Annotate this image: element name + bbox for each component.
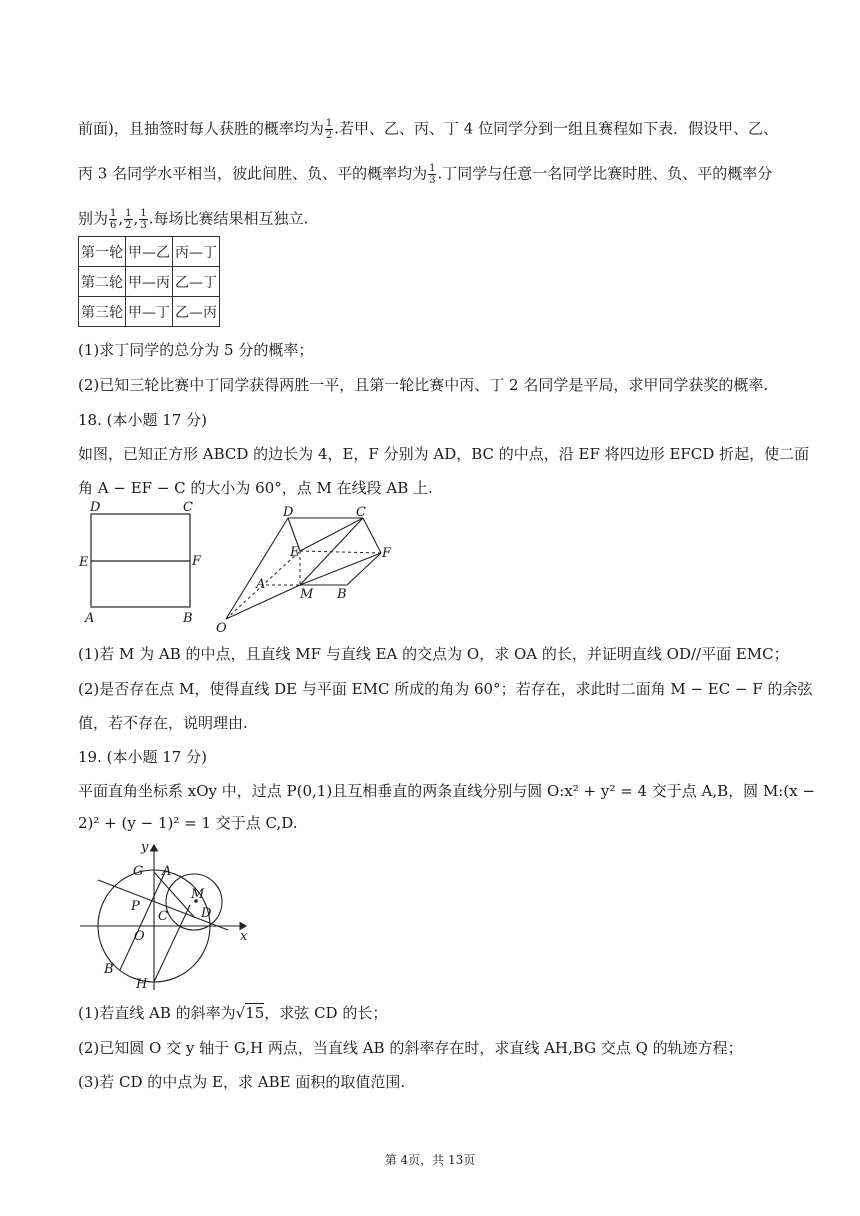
label-P: P <box>131 899 140 914</box>
frac-den: 3 <box>429 175 436 186</box>
label-E: E <box>79 555 89 570</box>
label-D: D <box>90 500 101 515</box>
frac-num: 1 <box>325 118 333 129</box>
page-footer: 第 4页，共 13页 <box>384 1153 476 1167</box>
label-B: B <box>337 587 347 602</box>
label-H: H <box>136 977 148 992</box>
table-cell: 丙—丁 <box>173 237 220 267</box>
label-O: O <box>134 929 145 944</box>
frac-den: 2 <box>125 220 132 231</box>
frac-num: 1 <box>429 163 436 174</box>
label-F: F <box>192 554 202 569</box>
p19-body1: 平面直角坐标系 xOy 中，过点 P(0,1)且互相垂直的两条直线分别与圆 O:x² + y² = 4 交于点 A,B，圆 M:(x − <box>78 782 816 800</box>
label-D: D <box>283 505 294 520</box>
p18-q2b: 值，若不存在，说明理由. <box>78 714 248 732</box>
p18-q1: (1)若 M 为 AB 的中点，且直线 MF 与直线 EA 的交点为 O，求 OA 的长，并证明直线 OD//平面 EMC； <box>78 645 789 663</box>
p19-q1 <box>78 1003 387 1023</box>
p18-body1: 如图，已知正方形 ABCD 的边长为 4，E，F 分别为 AD，BC 的中点，沿 EF 将四边形 EFCD 折起，使二面 <box>78 445 810 463</box>
circle-m <box>166 874 222 930</box>
label-G: G <box>133 864 144 879</box>
label-C: C <box>158 909 168 924</box>
frac-num: 1 <box>110 208 117 219</box>
label-A: A <box>85 611 95 626</box>
text-seg: ，求弦 CD 的长； <box>264 1004 388 1022</box>
text-seg: .丁同学与任意一名同学比赛时胜、负、平的概率分 <box>437 164 773 183</box>
text-seg: .每场比赛结果相互独立. <box>148 209 309 228</box>
text-seg: .若甲、乙、丙、丁 4 位同学分到一组且赛程如下表．假设甲、乙、 <box>334 119 779 138</box>
table-cell: 甲—丁 <box>126 297 173 327</box>
table-cell: 第一轮 <box>79 237 126 267</box>
label-A: A <box>256 577 266 592</box>
p19-body2: 2)² + (y − 1)² = 1 交于点 C,D. <box>78 814 298 832</box>
p19-heading: 19. (本小题 17 分) <box>78 748 207 766</box>
text-seg: 前面)，且抽签时每人获胜的概率均为 <box>78 119 324 138</box>
label-M: M <box>191 887 205 902</box>
label-F: F <box>382 546 392 561</box>
table-cell: 甲—丙 <box>126 267 173 297</box>
label-B: B <box>104 962 114 977</box>
text-seg: 丙 3 名同学水平相当，彼此间胜、负、平的概率均为 <box>78 164 428 183</box>
label-C: C <box>356 505 366 520</box>
p17-q2: (2)已知三轮比赛中丁同学获得两胜一平，且第一轮比赛中丙、丁 2 名同学是平局，求甲同学获奖的概率. <box>78 376 769 394</box>
table-cell: 乙—丙 <box>173 297 220 327</box>
frac-den: 3 <box>140 220 147 231</box>
p17-q1: (1)求丁同学的总分为 5 分的概率； <box>78 341 314 359</box>
label-y: y <box>141 840 149 855</box>
label-C: C <box>183 500 193 515</box>
table-cell: 第二轮 <box>79 267 126 297</box>
frac-num: 1 <box>140 208 147 219</box>
p18-heading: 18. (本小题 17 分) <box>78 411 207 429</box>
label-A: A <box>162 864 172 879</box>
p19-q3: (3)若 CD 的中点为 E，求 ABE 面积的取值范围. <box>78 1073 406 1091</box>
frac-den: 6 <box>110 220 117 231</box>
sqrt-expression: √15 <box>235 1004 265 1022</box>
p18-body2: 角 A − EF − C 的大小为 60°，点 M 在线段 AB 上. <box>78 479 433 497</box>
text-seg: 别为 <box>78 209 109 228</box>
text-seg: (1)若直线 AB 的斜率为 <box>78 1004 236 1022</box>
comma: , <box>118 209 124 228</box>
frac-den: 2 <box>325 130 333 141</box>
label-O: O <box>216 621 227 636</box>
label-D: D <box>201 906 212 921</box>
label-x: x <box>240 929 248 944</box>
label-B: B <box>183 611 193 626</box>
p19-q2: (2)已知圆 O 交 y 轴于 G,H 两点，当直线 AB 的斜率存在时，求直线 AH,BG 交点 Q 的轨迹方程； <box>78 1039 743 1057</box>
frac-num: 1 <box>125 208 132 219</box>
table-cell: 第三轮 <box>79 297 126 327</box>
table-cell: 甲—乙 <box>126 237 173 267</box>
label-E: E <box>290 545 300 560</box>
label-M: M <box>300 587 314 602</box>
sqrt-radicand: 15 <box>245 1004 265 1022</box>
table-cell: 乙—丁 <box>173 267 220 297</box>
comma: , <box>133 209 139 228</box>
p18-q2a: (2)是否存在点 M，使得直线 DE 与平面 EMC 所成的角为 60°；若存在，求此时二面角 M − EC − F 的余弦 <box>78 680 813 698</box>
